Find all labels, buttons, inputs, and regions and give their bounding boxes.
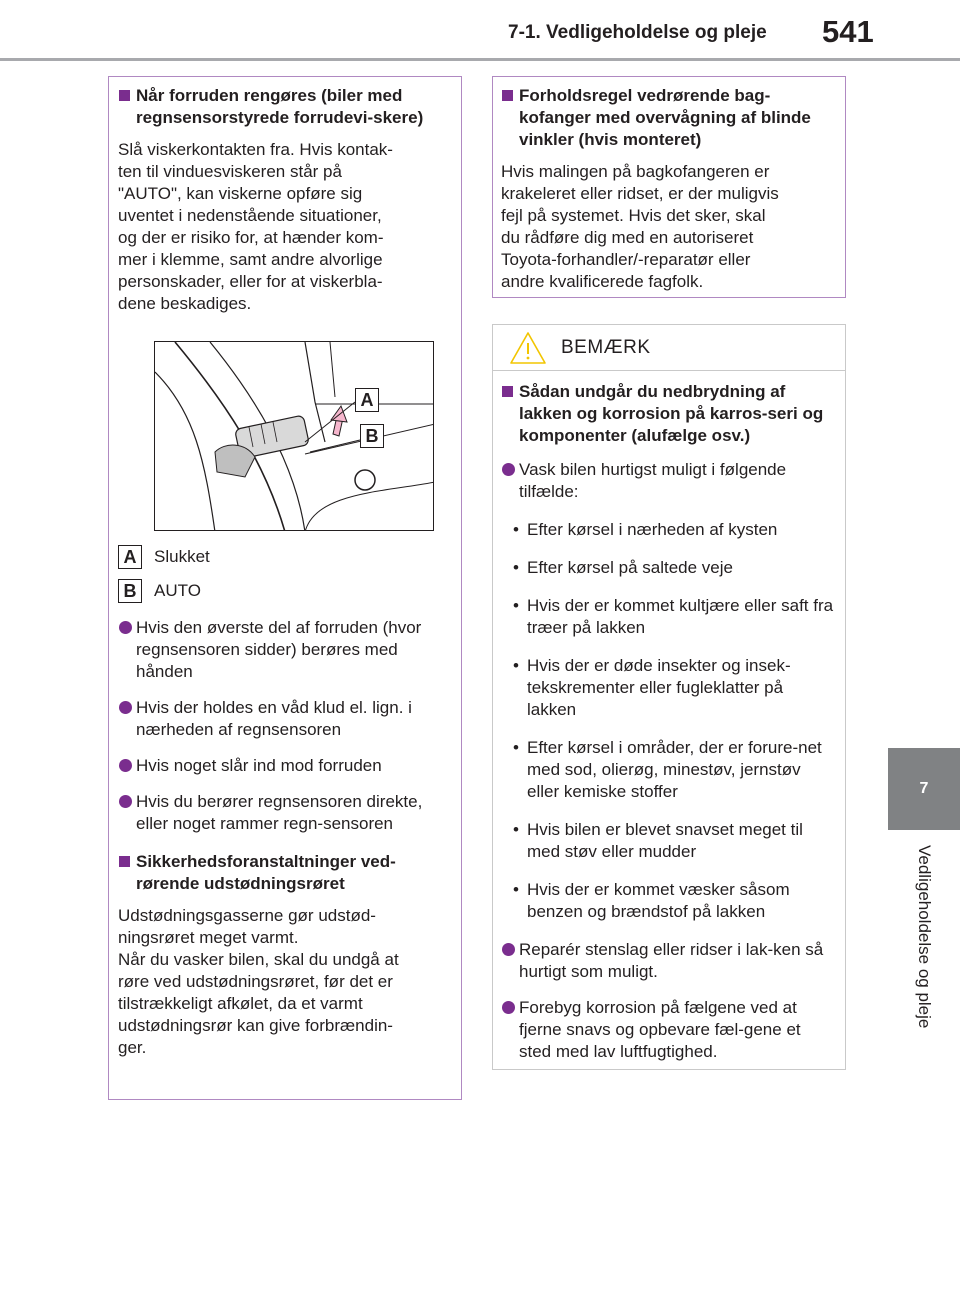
bullet-dot-icon: • (513, 738, 519, 757)
dash-item: • Efter kørsel i nærheden af kysten (513, 520, 778, 539)
notice-title: BEMÆRK (561, 336, 651, 358)
header-rule (0, 58, 960, 61)
list-item: Hvis noget slår ind mod forruden (118, 755, 451, 777)
page-number: 541 (822, 14, 874, 49)
dash-item: • Efter kørsel på saltede veje (513, 558, 733, 577)
list-item: Forebyg korrosion på fælgene ved at fjerne snavs og opbevare fæl-gene et sted med lav luftfugtighed. (501, 997, 835, 1063)
chapter-title: Vedligeholdelse og pleje (915, 845, 934, 1029)
dash-item: • Hvis bilen er blevet snavset meget til med støv eller mudder (513, 820, 803, 861)
square-bullet-icon (502, 90, 513, 101)
heading-text: Forholdsregel vedrørende bag-kofanger med overvågning af blinde vinkler (hvis monteret) (519, 86, 811, 149)
dash-item: • Hvis der er døde insekter og insek-tekskrementer eller fugleklatter på lakken (513, 656, 791, 719)
rain-sensor-paragraph: Slå viskerkontakten fra. Hvis kontak- ten til vinduesviskeren står på "AUTO", kan viskerne opføre sig uventet i nedenstående situationer, og der er risiko for, at hænder kom- mer i klemme, samt andre alvorlige personskader, eller for at viskerbla- dene beskadiges. (118, 140, 393, 313)
chapter-side-label (888, 845, 960, 1085)
list-item: Reparér stenslag eller ridser i lak-ken så hurtigt som muligt. (501, 939, 835, 983)
dash-item: • Efter kørsel i områder, der er forure-net med sod, olierøg, minestøv, jernstøv eller kemiske stoffer (513, 738, 822, 801)
legend-a-letter: A (118, 545, 142, 569)
bumper-info-box (492, 76, 846, 298)
bullet-dot-icon: • (513, 820, 519, 839)
circle-bullet-icon (119, 701, 132, 714)
bullet-dot-icon: • (513, 880, 519, 899)
list-item: Hvis du berører regnsensoren direkte, eller noget rammer regn-sensoren (118, 791, 451, 835)
bumper-heading (501, 85, 835, 151)
notice-body (493, 371, 845, 1063)
circle-bullet-icon (502, 943, 515, 956)
heading-text: Når forruden rengøres (biler med regnsensorstyrede forrudevi-skere) (136, 86, 424, 127)
square-bullet-icon (502, 386, 513, 397)
bumper-paragraph: Hvis malingen på bagkofangeren er krakeleret eller ridset, er der muligvis fejl på systemet. Hvis det sker, skal du rådføre dig med en autoriseret Toyota-forhandler/-reparatør eller andre kvalificerede fagfolk. (501, 162, 779, 291)
chapter-number: 7 (919, 780, 929, 797)
bullet-dot-icon: • (513, 558, 519, 577)
chapter-number-tab (888, 748, 960, 830)
label-a: A (355, 388, 379, 412)
square-bullet-icon (119, 856, 130, 867)
corrosion-heading (501, 381, 835, 447)
legend-b-letter: B (118, 579, 142, 603)
circle-bullet-icon (502, 463, 515, 476)
wiper-switch-illustration (154, 341, 434, 531)
dash-item: • Hvis der er kommet kultjære eller saft fra træer på lakken (513, 596, 834, 637)
square-bullet-icon (119, 90, 130, 101)
notice-header (493, 325, 845, 371)
list-item: Hvis der holdes en våd klud el. lign. i nærheden af regnsensoren (118, 697, 451, 741)
dash-item: • Hvis der er kommet væsker såsom benzen og brændstof på lakken (513, 880, 790, 921)
circle-bullet-icon (119, 795, 132, 808)
bullet-dot-icon: • (513, 656, 519, 675)
notice-box (492, 324, 846, 1070)
circle-bullet-icon (119, 759, 132, 772)
legend-b-text: AUTO (154, 581, 201, 600)
label-b: B (360, 424, 384, 448)
list-item: Vask bilen hurtigst muligt i følgende tilfælde: (501, 459, 835, 503)
section-title: 7-1. Vedligeholdelse og pleje (508, 22, 767, 43)
circle-bullet-icon (502, 1001, 515, 1014)
legend-a (118, 545, 451, 569)
circle-bullet-icon (119, 621, 132, 634)
steering-column-drawing (155, 342, 434, 531)
warning-triangle-icon (509, 331, 547, 365)
left-info-box (108, 76, 462, 1100)
exhaust-paragraph: Udstødningsgasserne gør udstød- ningsrøret meget varmt. Når du vasker bilen, skal du undgå at røre ved udstødningsrøret, før det er tilstrækkeligt afkølet, da et varmt udstødningsrør kan give forbrændin- ger. (118, 906, 399, 1057)
legend-b (118, 579, 451, 603)
heading-text: Sådan undgår du nedbrydning af lakken og korrosion på karros-seri og komponenter (alufælge osv.) (519, 382, 824, 445)
list-item: Hvis den øverste del af forruden (hvor regnsensoren sidder) berøres med hånden (118, 617, 451, 683)
exhaust-heading (118, 851, 451, 895)
rain-sensor-heading (118, 85, 451, 129)
bullet-dot-icon: • (513, 596, 519, 615)
heading-text: Sikkerhedsforanstaltninger ved-rørende udstødningsrøret (136, 852, 396, 893)
bullet-dot-icon: • (513, 520, 519, 539)
legend-a-text: Slukket (154, 547, 210, 566)
